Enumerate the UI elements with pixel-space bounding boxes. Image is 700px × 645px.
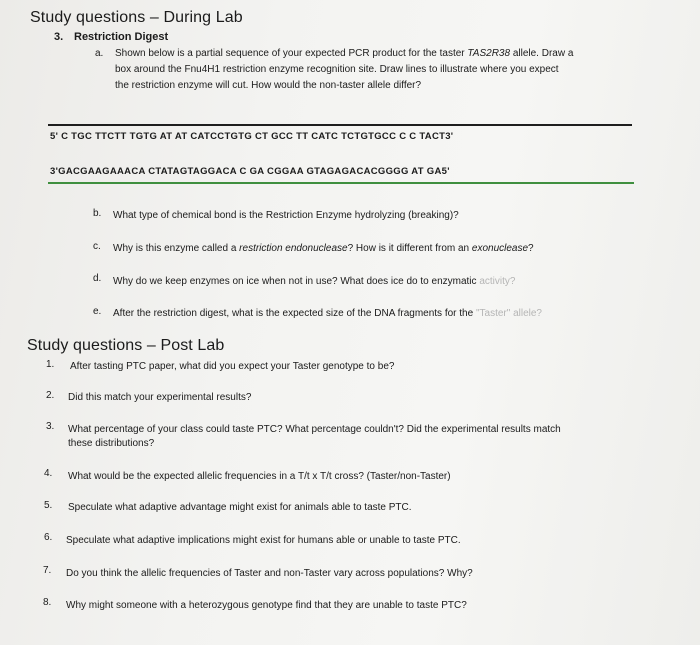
- item-a-line-3: the restriction enzyme will cut. How would the non-taster allele differ?: [115, 80, 422, 91]
- item-d-text: [113, 274, 515, 290]
- item-e-text: [113, 306, 542, 322]
- item-c-text-middle: ? How is it different from an: [347, 243, 472, 254]
- question-2-text: Did this match your experimental results?: [68, 392, 252, 403]
- gene-name: TAS2R38: [467, 48, 511, 59]
- item-d-letter: d.: [93, 273, 102, 284]
- term-exonuclease: exonuclease: [471, 243, 529, 254]
- item-b-letter: b.: [93, 208, 102, 219]
- question-3-number: 3.: [46, 421, 55, 432]
- item-d-text-faded: activity?: [479, 276, 516, 287]
- sequence-bottom-rule: [48, 182, 634, 184]
- item-d-text-main: Why do we keep enzymes on ice when not in use? What does ice do to enzymatic: [113, 276, 480, 287]
- sequence-top-strand: 5' C TGC TTCTT TGTG AT AT CATCCTGTG CT GCC TT CATC TCTGTGCC C C TACT3': [50, 131, 454, 142]
- item-e-text-main: After the restriction digest, what is the expected size of the DNA fragments for the: [113, 308, 476, 319]
- item-e-letter: e.: [93, 306, 102, 317]
- question-8-number: 8.: [43, 597, 52, 608]
- question-4-text: What would be the expected allelic frequencies in a T/t x T/t cross? (Taster/non-Taster): [68, 471, 451, 482]
- question-2-number: 2.: [46, 390, 55, 401]
- question-8-text: Why might someone with a heterozygous genotype find that they are unable to taste PTC?: [66, 600, 467, 611]
- question-7-number: 7.: [43, 565, 52, 576]
- sequence-bottom-strand: 3'GACGAAGAAACA CTATAGTAGGACA C GA CGGAA GTAGAGACACGGGG AT GA5': [50, 166, 450, 177]
- question-6-text: Speculate what adaptive implications might exist for humans able or unable to taste PTC.: [66, 535, 461, 546]
- question-5-number: 5.: [44, 500, 53, 511]
- question-1-number: 1.: [46, 359, 55, 370]
- item-c-letter: c.: [93, 241, 101, 252]
- item-a-line-1: [115, 46, 573, 62]
- item-a-letter: a.: [95, 48, 104, 59]
- term-restriction-endonuclease: restriction endonuclease: [239, 243, 348, 254]
- question-6-number: 6.: [44, 532, 53, 543]
- sequence-top-rule: [48, 124, 632, 126]
- item-a-line-1-text: Shown below is a partial sequence of your expected PCR product for the taster: [115, 48, 468, 59]
- question-5-text: Speculate what adaptive advantage might exist for animals able to taste PTC.: [68, 502, 412, 513]
- question-3-text-line-1: What percentage of your class could taste PTC? What percentage couldn't? Did the experimental results match: [68, 424, 561, 435]
- question-4-number: 4.: [44, 468, 53, 479]
- item-c-text: [113, 241, 534, 257]
- item-c-text-end: ?: [528, 243, 534, 254]
- post-lab-heading: Study questions – Post Lab: [27, 337, 225, 354]
- item-b-text: What type of chemical bond is the Restriction Enzyme hydrolyzing (breaking)?: [113, 210, 459, 221]
- item-a-line-1-end: allele. Draw a: [510, 48, 574, 59]
- during-lab-heading: Study questions – During Lab: [30, 9, 243, 26]
- question-3-text-line-2: these distributions?: [68, 438, 155, 449]
- section-title: Restriction Digest: [74, 31, 169, 43]
- item-e-text-faded: "Taster" allele?: [475, 308, 542, 319]
- section-number: 3.: [54, 31, 64, 43]
- question-7-text: Do you think the allelic frequencies of Taster and non-Taster vary across populations? Why?: [66, 568, 473, 579]
- item-a-line-2: box around the Fnu4H1 restriction enzyme recognition site. Draw lines to illustrate where you expect: [115, 64, 559, 75]
- item-c-text-start: Why is this enzyme called a: [113, 243, 240, 254]
- question-1-text: After tasting PTC paper, what did you expect your Taster genotype to be?: [70, 361, 395, 372]
